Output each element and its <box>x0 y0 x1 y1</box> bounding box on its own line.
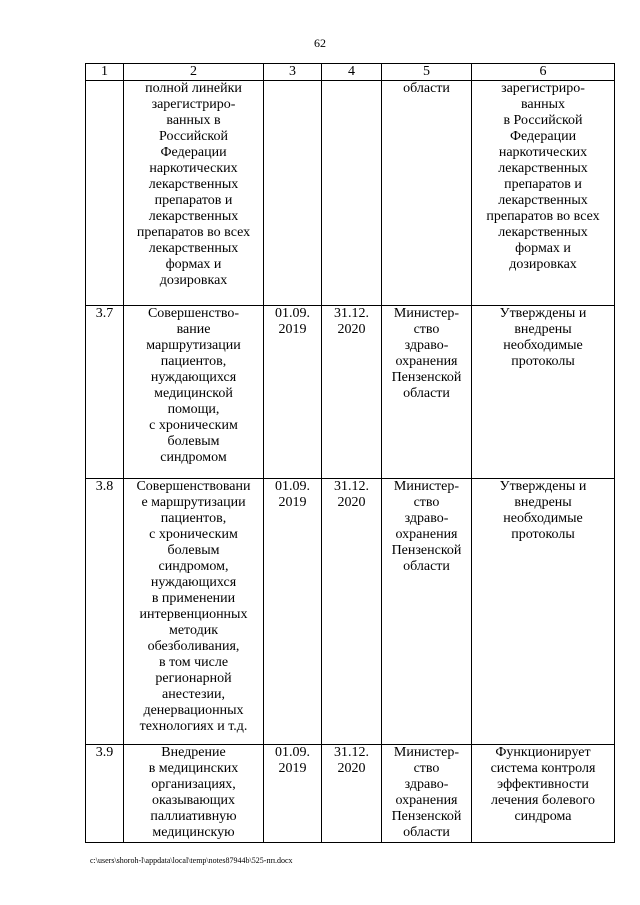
end-date-cell: 31.12. 2020 <box>322 306 382 479</box>
end-date-cell <box>322 81 382 306</box>
activity-cell: Совершенство- вание маршрутизации пациентов, нуждающихся медицинской помощи, с хроническим болевым синдромом <box>124 306 264 479</box>
column-header: 5 <box>382 64 472 81</box>
column-header: 6 <box>472 64 615 81</box>
table-row <box>86 479 615 745</box>
result-cell: зарегистриро- ванных в Российской Федерации наркотических лекарственных препаратов и лекарственных препаратов во всех лекарственных формах и дозировках <box>472 81 615 306</box>
page-number: 62 <box>314 36 326 50</box>
activity-cell: полной линейки зарегистриро- ванных в Российской Федерации наркотических лекарственных препаратов и лекарственных препаратов во всех лекарственных формах и дозировках <box>124 81 264 306</box>
table-row <box>86 306 615 479</box>
activity-cell: Совершенствовани е маршрутизации пациентов, с хроническим болевым синдромом, нуждающихся в применении интервенционных методик обезболивания, в том числе регионарной анестезии, денервационных технологиях и т.д. <box>124 479 264 745</box>
column-header: 2 <box>124 64 264 81</box>
responsible-cell: Министер- ство здраво- охранения Пензенской области <box>382 479 472 745</box>
responsible-cell: области <box>382 81 472 306</box>
result-cell: Функционирует система контроля эффективности лечения болевого синдрома <box>472 745 615 843</box>
responsible-cell: Министер- ство здраво- охранения Пензенской области <box>382 745 472 843</box>
column-header: 3 <box>264 64 322 81</box>
responsible-cell: Министер- ство здраво- охранения Пензенской области <box>382 306 472 479</box>
start-date-cell <box>264 81 322 306</box>
item-number-cell <box>86 81 124 306</box>
start-date-cell: 01.09. 2019 <box>264 306 322 479</box>
start-date-cell: 01.09. 2019 <box>264 479 322 745</box>
column-header: 1 <box>86 64 124 81</box>
column-header: 4 <box>322 64 382 81</box>
end-date-cell: 31.12. 2020 <box>322 479 382 745</box>
item-number-cell: 3.9 <box>86 745 124 843</box>
result-cell: Утверждены и внедрены необходимые протоколы <box>472 306 615 479</box>
start-date-cell: 01.09. 2019 <box>264 745 322 843</box>
item-number-cell: 3.8 <box>86 479 124 745</box>
activity-cell: Внедрение в медицинских организациях, оказывающих паллиативную медицинскую <box>124 745 264 843</box>
end-date-cell: 31.12. 2020 <box>322 745 382 843</box>
result-cell: Утверждены и внедрены необходимые протоколы <box>472 479 615 745</box>
table-header-row <box>86 64 615 81</box>
table-row <box>86 81 615 306</box>
plan-table <box>85 63 615 843</box>
table-row <box>86 745 615 843</box>
footer-file-path: c:\users\shoroh-l\appdata\local\temp\notes87944b\525-пп.docx <box>90 856 293 865</box>
item-number-cell: 3.7 <box>86 306 124 479</box>
